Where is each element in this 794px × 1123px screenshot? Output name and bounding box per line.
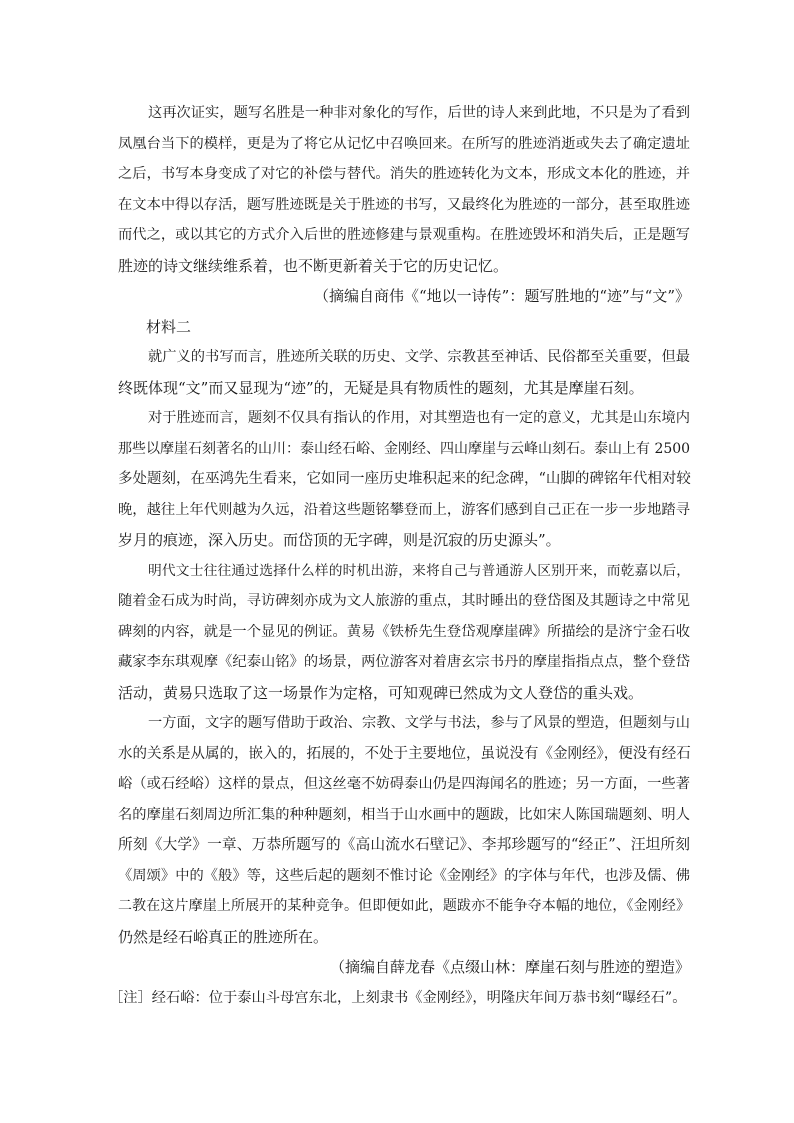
text-line: 随着金石成为时尚，寻访碑刻亦成为文人旅游的重点，其时睡出的登岱图及其题诗之中常见 — [118, 593, 690, 609]
text-line: 二教在这片摩崖上所展开的某种竞争。但即便如此，题跋亦不能争夺本幅的地位，《金刚经》 — [118, 898, 690, 914]
paragraph-1 — [118, 98, 690, 281]
source-citation: （摘编自商伟《“地以一诗传”：题写胜地的“迹”与“文”》 — [313, 287, 690, 305]
section-heading: 材料二 — [146, 317, 192, 336]
text-line: 凤凰台当下的模样，更是为了将它从记忆中召唤回来。在所写的胜迹消逝或失去了确定遗址 — [118, 135, 690, 152]
text-line: 仍然是经石峪真正的胜迹所在。 — [118, 927, 329, 946]
text-line: 藏家李东琪观摩《纪泰山铭》的场景，两位游客对着唐玄宗书丹的摩崖指指点点，整个登岱 — [118, 654, 690, 670]
text-line: 之后，书写本身变成了对它的补偿与替代。消失的胜迹转化为文本，形成文本化的胜迹，并 — [118, 166, 690, 182]
paragraph-5 — [118, 708, 690, 952]
footnote: ［注］经石峪：位于泰山斗母宫东北，上刻隶书《金刚经》，明隆庆年间万恭书刻“曝经石”。 — [109, 989, 687, 1006]
text-line: 终既体现“文”而又显现为“迹”的，无疑是具有物质性的题刻，尤其是摩崖石刻。 — [118, 378, 644, 397]
text-line: 峪（或石经峪）这样的景点，但这丝毫不妨碍泰山仍是四海闻名的胜迹；另一方面，一些著 — [118, 776, 690, 792]
paragraph-4 — [118, 556, 690, 709]
text-line: 对于胜迹而言，题刻不仅具有指认的作用，对其塑造也有一定的意义，尤其是山东境内 — [148, 410, 690, 426]
text-line: 就广义的书写而言，胜迹所关联的历史、文学、宗教甚至神话、民俗都至关重要，但最 — [148, 349, 690, 365]
text-line: 《周颂》中的《般》等，这些后起的题刻不惟讨论《金刚经》的字体与年代，也涉及儒、佛 — [118, 867, 690, 884]
text-line: 胜迹的诗文继续维系着，也不断更新着关于它的历史记忆。 — [118, 256, 509, 275]
source-citation: （摘编自薛龙春《点缀山林：摩崖石刻与胜迹的塑造》 — [329, 958, 690, 976]
text-line: 那些以摩崖石刻著名的山川：泰山经石峪、金刚经、四山摩崖与云峰山刻石。泰山上有 2500 — [118, 440, 691, 457]
text-line: 在文本中得以存活，题写胜迹既是关于胜迹的书写，又最终化为胜迹的一部分，甚至取胜迹 — [118, 196, 690, 213]
text-line: 名的摩崖石刻周边所汇集的种种题刻，相当于山水画中的题跋，比如宋人陈国瑞题刻、明人 — [118, 806, 690, 823]
text-line: 这再次证实，题写名胜是一种非对象化的写作，后世的诗人来到此地，不只是为了看到 — [148, 105, 690, 121]
paragraph-3 — [118, 403, 690, 556]
document-page — [109, 98, 691, 1013]
text-line: 活动，黄易只选取了这一场景作为定格，可知观碑已然成为文人登岱的重头戏。 — [118, 683, 644, 702]
text-line: 明代文士往往通过选择什么样的时机出游，来将自己与普通游人区别开来，而乾嘉以后， — [148, 562, 690, 579]
text-line: 一方面，文字的题写借助于政治、宗教、文学与书法，参与了风景的塑造，但题刻与山 — [148, 715, 690, 731]
text-line: 晚，越往上年代则越为久远，沿着这些题铭攀登而上，游客们感到自己正在一步一步地踏寻 — [118, 501, 690, 518]
text-line: 而代之，或以其它的方式介入后世的胜迹修建与景观重构。在胜迹毁坏和消失后，正是题写 — [118, 227, 690, 243]
text-line: 多处题刻，在巫鸿先生看来，它如同一座历史堆积起来的纪念碑，“山脚的碑铭年代相对较 — [118, 471, 691, 487]
text-line: 所刻《大学》一章、万恭所题写的《高山流水石壁记》、李邦珍题写的“经正”、汪坦所刻 — [118, 836, 690, 853]
text-line: 岁月的痕迹，深入历史。而岱顶的无字碑，则是沉寂的历史源头”。 — [118, 531, 561, 549]
text-line: 碑刻的内容，就是一个显见的例证。黄易《铁桥先生登岱观摩崖碑》所描绘的是济宁金石收 — [118, 623, 690, 640]
text-line: 水的关系是从属的，嵌入的，拓展的，不处于主要地位，虽说没有《金刚经》，便没有经石 — [118, 745, 691, 762]
paragraph-2 — [118, 342, 690, 403]
